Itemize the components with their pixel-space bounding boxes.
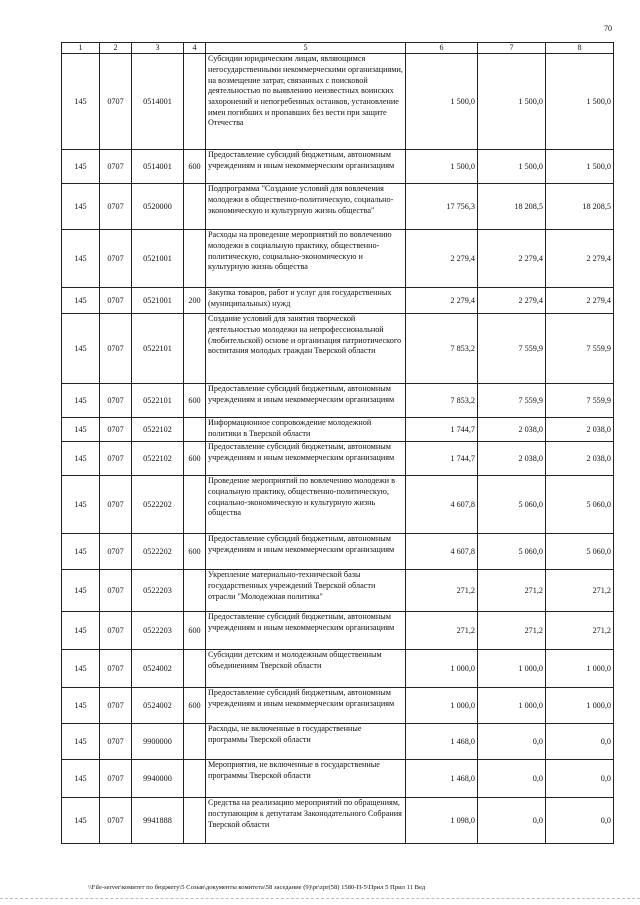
amount-col8: 1 500,0 — [546, 54, 614, 150]
table-row — [62, 288, 614, 314]
header-cell: 6 — [406, 43, 478, 54]
admin-code: 145 — [62, 570, 100, 612]
amount-col7: 271,2 — [478, 570, 546, 612]
expense-type — [184, 724, 206, 760]
table-row — [62, 476, 614, 534]
target-code: 0520000 — [132, 184, 184, 230]
header-cell: 4 — [184, 43, 206, 54]
amount-col8: 18 208,5 — [546, 184, 614, 230]
expense-type — [184, 650, 206, 688]
section-code: 0707 — [100, 798, 132, 844]
admin-code: 145 — [62, 184, 100, 230]
target-code: 0522202 — [132, 534, 184, 570]
section-code: 0707 — [100, 314, 132, 384]
expense-type: 200 — [184, 288, 206, 314]
file-path-footer: \\File-server\комитет по бюджету\5 Созыв\документы комитета\58 заседание (9)\pr\zpr(58) 1580-П-5\Прил 5 Прил 11 Вед — [88, 884, 426, 891]
amount-col7: 0,0 — [478, 760, 546, 798]
amount-col7: 2 279,4 — [478, 288, 546, 314]
target-code: 0524002 — [132, 688, 184, 724]
amount-col8: 2 279,4 — [546, 230, 614, 288]
table-row — [62, 418, 614, 442]
target-code: 0522101 — [132, 314, 184, 384]
target-code: 0524002 — [132, 650, 184, 688]
expense-type — [184, 798, 206, 844]
header-cell: 5 — [206, 43, 406, 54]
amount-col6: 271,2 — [406, 612, 478, 650]
expense-type — [184, 418, 206, 442]
description: Субсидии детским и молодежным общественным объединениям Тверской области — [206, 650, 406, 688]
table-row — [62, 184, 614, 230]
amount-col8: 7 559,9 — [546, 384, 614, 418]
description: Субсидии юридическим лицам, являющимся негосударственными некоммерческими организациями, на возмещение затрат, связанных с поисковой деятельностью по выявлению неизвестных воинских захоронений и непогребенных останков, установление имен погибших и пропавших без вести при защите Отечества — [206, 54, 406, 150]
expense-type — [184, 314, 206, 384]
expense-type — [184, 54, 206, 150]
amount-col6: 1 468,0 — [406, 724, 478, 760]
amount-col6: 1 000,0 — [406, 688, 478, 724]
section-code: 0707 — [100, 288, 132, 314]
amount-col6: 2 279,4 — [406, 230, 478, 288]
description: Предоставление субсидий бюджетным, автономным учреждениям и иным некоммерческим организациям — [206, 384, 406, 418]
amount-col7: 0,0 — [478, 798, 546, 844]
amount-col7: 271,2 — [478, 612, 546, 650]
description: Мероприятия, не включенные в государственные программы Тверской области — [206, 760, 406, 798]
description: Средства на реализацию мероприятий по обращениям, поступающим к депутатам Законодательного Собрания Тверской области — [206, 798, 406, 844]
expense-type: 600 — [184, 150, 206, 184]
expense-type — [184, 760, 206, 798]
table-row — [62, 570, 614, 612]
section-code: 0707 — [100, 184, 132, 230]
amount-col8: 1 500,0 — [546, 150, 614, 184]
amount-col7: 7 559,9 — [478, 314, 546, 384]
amount-col8: 5 060,0 — [546, 476, 614, 534]
amount-col8: 2 038,0 — [546, 418, 614, 442]
header-cell: 8 — [546, 43, 614, 54]
amount-col7: 18 208,5 — [478, 184, 546, 230]
description: Расходы, не включенные в государственные программы Тверской области — [206, 724, 406, 760]
section-code: 0707 — [100, 418, 132, 442]
section-code: 0707 — [100, 724, 132, 760]
expense-type — [184, 570, 206, 612]
amount-col7: 1 000,0 — [478, 688, 546, 724]
amount-col7: 1 500,0 — [478, 54, 546, 150]
description: Предоставление субсидий бюджетным, автономным учреждениям и иным некоммерческим организациям — [206, 442, 406, 476]
table-row — [62, 650, 614, 688]
target-code: 0522102 — [132, 442, 184, 476]
header-row — [62, 43, 614, 54]
amount-col8: 7 559,9 — [546, 314, 614, 384]
amount-col8: 2 038,0 — [546, 442, 614, 476]
target-code: 0522203 — [132, 612, 184, 650]
section-code: 0707 — [100, 612, 132, 650]
table-row — [62, 442, 614, 476]
target-code: 0522203 — [132, 570, 184, 612]
admin-code: 145 — [62, 612, 100, 650]
amount-col6: 4 607,8 — [406, 534, 478, 570]
expense-type: 600 — [184, 612, 206, 650]
amount-col6: 17 756,3 — [406, 184, 478, 230]
table-row — [62, 798, 614, 844]
section-code: 0707 — [100, 230, 132, 288]
target-code: 0521001 — [132, 230, 184, 288]
section-code: 0707 — [100, 54, 132, 150]
description: Предоставление субсидий бюджетным, автономным учреждениям и иным некоммерческим организациям — [206, 150, 406, 184]
expense-type — [184, 230, 206, 288]
amount-col6: 1 744,7 — [406, 442, 478, 476]
section-code: 0707 — [100, 384, 132, 418]
amount-col6: 1 500,0 — [406, 150, 478, 184]
header-cell: 3 — [132, 43, 184, 54]
section-code: 0707 — [100, 688, 132, 724]
amount-col7: 2 279,4 — [478, 230, 546, 288]
admin-code: 145 — [62, 650, 100, 688]
section-code: 0707 — [100, 760, 132, 798]
description: Информационное сопровождение молодежной политики в Тверской области — [206, 418, 406, 442]
description: Закупка товаров, работ и услуг для государственных (муниципальных) нужд — [206, 288, 406, 314]
amount-col6: 1 468,0 — [406, 760, 478, 798]
table-row — [62, 54, 614, 150]
amount-col6: 1 098,0 — [406, 798, 478, 844]
expense-type: 600 — [184, 534, 206, 570]
amount-col7: 5 060,0 — [478, 534, 546, 570]
description: Расходы на проведение мероприятий по вовлечению молодежи в социальную практику, общественно-политическую, социально-экономическую и культурную жизнь общества — [206, 230, 406, 288]
table-row — [62, 534, 614, 570]
amount-col8: 2 279,4 — [546, 288, 614, 314]
amount-col7: 2 038,0 — [478, 442, 546, 476]
expense-type — [184, 184, 206, 230]
header-cell: 7 — [478, 43, 546, 54]
table-row — [62, 760, 614, 798]
description: Предоставление субсидий бюджетным, автономным учреждениям и иным некоммерческим организациям — [206, 688, 406, 724]
amount-col6: 4 607,8 — [406, 476, 478, 534]
target-code: 0522101 — [132, 384, 184, 418]
amount-col6: 1 500,0 — [406, 54, 478, 150]
target-code: 0521001 — [132, 288, 184, 314]
amount-col6: 2 279,4 — [406, 288, 478, 314]
amount-col6: 1 744,7 — [406, 418, 478, 442]
amount-col7: 5 060,0 — [478, 476, 546, 534]
description: Проведение мероприятий по вовлечению молодежи в социальную практику, общественно-политическую, социально-экономическую и культурную жизнь общества — [206, 476, 406, 534]
header-cell: 2 — [100, 43, 132, 54]
section-code: 0707 — [100, 650, 132, 688]
amount-col8: 0,0 — [546, 798, 614, 844]
admin-code: 145 — [62, 476, 100, 534]
amount-col8: 5 060,0 — [546, 534, 614, 570]
amount-col7: 7 559,9 — [478, 384, 546, 418]
amount-col8: 271,2 — [546, 612, 614, 650]
target-code: 9940000 — [132, 760, 184, 798]
amount-col8: 1 000,0 — [546, 688, 614, 724]
expense-type: 600 — [184, 688, 206, 724]
description: Подпрограмма "Создание условий для вовлечения молодежи в общественно-политическую, социально-экономическую и культурную жизнь общества" — [206, 184, 406, 230]
description: Создание условий для занятия творческой деятельностью молодежи на непрофессиональной (любительской) основе и организация патриотического воспитания молодых граждан Тверской области — [206, 314, 406, 384]
target-code: 9900000 — [132, 724, 184, 760]
amount-col8: 271,2 — [546, 570, 614, 612]
amount-col7: 2 038,0 — [478, 418, 546, 442]
target-code: 0514001 — [132, 54, 184, 150]
admin-code: 145 — [62, 230, 100, 288]
target-code: 0522102 — [132, 418, 184, 442]
admin-code: 145 — [62, 724, 100, 760]
table-row — [62, 724, 614, 760]
admin-code: 145 — [62, 288, 100, 314]
header-cell: 1 — [62, 43, 100, 54]
amount-col6: 7 853,2 — [406, 314, 478, 384]
amount-col7: 1 000,0 — [478, 650, 546, 688]
admin-code: 145 — [62, 54, 100, 150]
section-code: 0707 — [100, 570, 132, 612]
admin-code: 145 — [62, 534, 100, 570]
page-number: 70 — [604, 24, 612, 33]
admin-code: 145 — [62, 150, 100, 184]
expense-type: 600 — [184, 442, 206, 476]
description: Укрепление материально-технической базы государственных учреждений Тверской области отрасли "Молодежная политика" — [206, 570, 406, 612]
amount-col6: 7 853,2 — [406, 384, 478, 418]
admin-code: 145 — [62, 442, 100, 476]
amount-col7: 1 500,0 — [478, 150, 546, 184]
page-edge-divider — [0, 898, 640, 901]
admin-code: 145 — [62, 384, 100, 418]
table-row — [62, 688, 614, 724]
amount-col6: 1 000,0 — [406, 650, 478, 688]
section-code: 0707 — [100, 534, 132, 570]
section-code: 0707 — [100, 150, 132, 184]
admin-code: 145 — [62, 314, 100, 384]
section-code: 0707 — [100, 476, 132, 534]
admin-code: 145 — [62, 418, 100, 442]
amount-col8: 0,0 — [546, 760, 614, 798]
description: Предоставление субсидий бюджетным, автономным учреждениям и иным некоммерческим организациям — [206, 534, 406, 570]
table-row — [62, 384, 614, 418]
amount-col7: 0,0 — [478, 724, 546, 760]
expense-type: 600 — [184, 384, 206, 418]
expense-type — [184, 476, 206, 534]
table-row — [62, 150, 614, 184]
admin-code: 145 — [62, 798, 100, 844]
section-code: 0707 — [100, 442, 132, 476]
admin-code: 145 — [62, 760, 100, 798]
amount-col8: 1 000,0 — [546, 650, 614, 688]
target-code: 9941888 — [132, 798, 184, 844]
budget-table — [61, 42, 614, 844]
amount-col6: 271,2 — [406, 570, 478, 612]
amount-col8: 0,0 — [546, 724, 614, 760]
description: Предоставление субсидий бюджетным, автономным учреждениям и иным некоммерческим организациям — [206, 612, 406, 650]
target-code: 0514001 — [132, 150, 184, 184]
table-row — [62, 230, 614, 288]
target-code: 0522202 — [132, 476, 184, 534]
table-row — [62, 612, 614, 650]
table-row — [62, 314, 614, 384]
admin-code: 145 — [62, 688, 100, 724]
